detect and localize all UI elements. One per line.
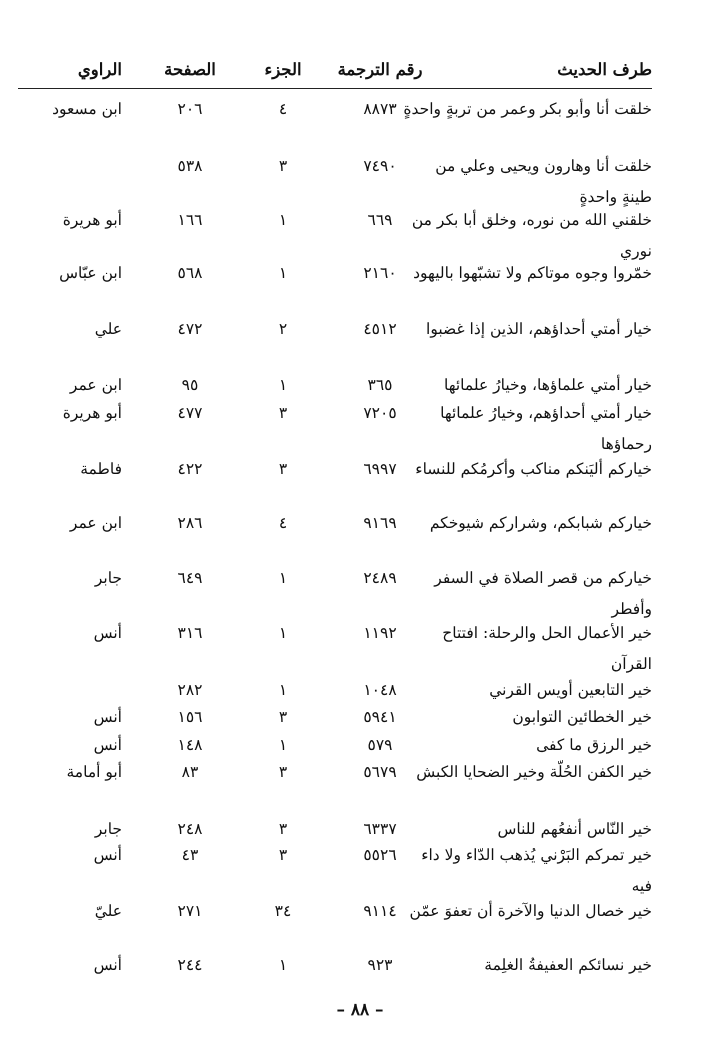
narrator: ابن عبّاس	[59, 264, 122, 282]
narrator: أبو هريرة	[62, 211, 122, 229]
tarjama-number: ٥٩٤١	[363, 708, 397, 726]
hadith-text: خير خصال الدنيا والآخرة أن تعفوَ عمّن	[409, 902, 652, 920]
narrator: أنس	[93, 624, 122, 642]
narrator: أنس	[93, 956, 122, 974]
tarjama-number: ٧٤٩٠	[363, 157, 397, 175]
juz-number: ١	[278, 681, 288, 699]
page-folio: – ٨٨ –	[336, 1000, 384, 1020]
hadith-text: خير التابعين أويس القرني	[489, 681, 652, 699]
narrator: علي	[94, 320, 122, 338]
header-narrator: الراوي	[77, 60, 122, 79]
juz-number: ١	[278, 264, 288, 282]
tarjama-number: ١٠٤٨	[363, 681, 397, 699]
header-tarjama: رقم الترجمة	[337, 60, 423, 79]
hadith-text: خيار أمتي أحداؤهم، الذين إذا غضبوا	[426, 320, 652, 338]
juz-number: ١	[278, 376, 288, 394]
hadith-text: خلقت أنا وهارون ويحيى وعلي من طينةٍ واحدةٍ	[435, 157, 652, 206]
juz-number: ١	[278, 569, 288, 587]
header-page: الصفحة	[164, 60, 216, 79]
tarjama-number: ٨٨٧٣	[363, 100, 397, 118]
page-number: ٢٤٨	[177, 820, 203, 838]
juz-number: ٣	[278, 763, 288, 781]
hadith-text: خياركم شبابكم، وشراركم شيوخكم	[429, 514, 652, 532]
page-number: ٢٤٤	[177, 956, 203, 974]
header-juz: الجزء	[264, 60, 302, 79]
hadith-text: خلقني الله من نوره، وخلق أبا بكر من نوري	[411, 211, 652, 260]
hadith-text: خيار أمتي علماؤها، وخيارُ علمائها	[443, 376, 652, 394]
narrator: أنس	[93, 736, 122, 754]
tarjama-number: ٤٥١٢	[363, 320, 397, 338]
juz-number: ١	[278, 956, 288, 974]
narrator: أنس	[93, 846, 122, 864]
tarjama-number: ١١٩٢	[363, 624, 397, 642]
page-number: ٥٦٨	[177, 264, 203, 282]
page-number: ٢٨٢	[177, 681, 203, 699]
tarjama-number: ٦٣٣٧	[363, 820, 397, 838]
page-number: ١٤٨	[177, 736, 203, 754]
juz-number: ٣	[278, 820, 288, 838]
hadith-text: خير الخطائين التوابون	[512, 708, 652, 726]
narrator: جابر	[94, 820, 122, 838]
tarjama-number: ٦٦٩	[367, 211, 393, 229]
page-number: ٥٣٨	[177, 157, 203, 175]
narrator: ابن عمر	[69, 514, 122, 532]
juz-number: ٣	[278, 460, 288, 478]
juz-number: ٢	[278, 320, 288, 338]
tarjama-number: ٢٤٨٩	[363, 569, 397, 587]
hadith-text: خياركم من قصر الصلاة في السفر وأفطر	[434, 569, 652, 618]
page-number: ٢٨٦	[177, 514, 203, 532]
page-number: ٤٧٧	[177, 404, 203, 422]
juz-number: ١	[278, 624, 288, 642]
page-number: ٤٧٢	[177, 320, 203, 338]
header-hadith: طرف الحديث	[557, 60, 652, 79]
tarjama-number: ٩٢٣	[367, 956, 393, 974]
page-number: ٢٧١	[177, 902, 203, 920]
header-rule	[18, 88, 652, 89]
tarjama-number: ٩١١٤	[363, 902, 397, 920]
tarjama-number: ٩١٦٩	[363, 514, 397, 532]
narrator: عليّ	[94, 902, 122, 920]
hadith-text: خير الكفن الحُلّة وخير الضحايا الكبش	[416, 763, 652, 781]
juz-number: ٤	[278, 514, 288, 532]
page-number: ٨٣	[181, 763, 199, 781]
tarjama-number: ٢١٦٠	[363, 264, 397, 282]
narrator: ابن عمر	[69, 376, 122, 394]
juz-number: ١	[278, 211, 288, 229]
page-number: ٣١٦	[177, 624, 203, 642]
hadith-text: خيار أمتي أحداؤهم، وخيارُ علمائها رحماؤها	[440, 404, 652, 453]
narrator: ابن مسعود	[52, 100, 122, 118]
juz-number: ٣	[278, 708, 288, 726]
juz-number: ١	[278, 736, 288, 754]
page-number: ٤٢٢	[177, 460, 203, 478]
juz-number: ٣	[278, 846, 288, 864]
page-number: ٩٥	[181, 376, 199, 394]
page-number: ٢٠٦	[177, 100, 203, 118]
hadith-text: خير نسائكم العفيفةُ الغلِمة	[484, 956, 652, 974]
page-number: ١٥٦	[177, 708, 203, 726]
tarjama-number: ٦٩٩٧	[363, 460, 397, 478]
hadith-text: خير الرزق ما كفى	[536, 736, 652, 754]
narrator: أنس	[93, 708, 122, 726]
tarjama-number: ٥٧٩	[367, 736, 393, 754]
juz-number: ٣	[278, 404, 288, 422]
juz-number: ٣٤	[274, 902, 292, 920]
narrator: فاطمة	[80, 460, 122, 478]
hadith-text: خلقت أنا وأبو بكر وعمر من تربةٍ واحدةٍ	[403, 100, 652, 118]
narrator: جابر	[94, 569, 122, 587]
page-number: ٤٣	[181, 846, 199, 864]
tarjama-number: ٥٦٧٩	[363, 763, 397, 781]
hadith-text: خمّروا وجوه موتاكم ولا تشبّهوا باليهود	[413, 264, 652, 282]
juz-number: ٤	[278, 100, 288, 118]
tarjama-number: ٥٥٢٦	[363, 846, 397, 864]
narrator: أبو هريرة	[62, 404, 122, 422]
tarjama-number: ٧٢٠٥	[363, 404, 397, 422]
page-number: ١٦٦	[177, 211, 203, 229]
hadith-text: خياركم أليَنكم مناكب وأكرمُكم للنساء	[415, 460, 652, 478]
hadith-text: خير الأعمال الحل والرحلة: افتتاح القرآن	[442, 624, 652, 673]
page-number: ٦٤٩	[177, 569, 203, 587]
narrator: أبو أمامة	[66, 763, 122, 781]
hadith-text: خير تمركم البَرْني يُذهب الدّاء ولا داء فيه	[421, 846, 652, 895]
juz-number: ٣	[278, 157, 288, 175]
tarjama-number: ٣٦٥	[367, 376, 393, 394]
hadith-text: خير النّاس أنفعُهم للناس	[497, 820, 652, 838]
